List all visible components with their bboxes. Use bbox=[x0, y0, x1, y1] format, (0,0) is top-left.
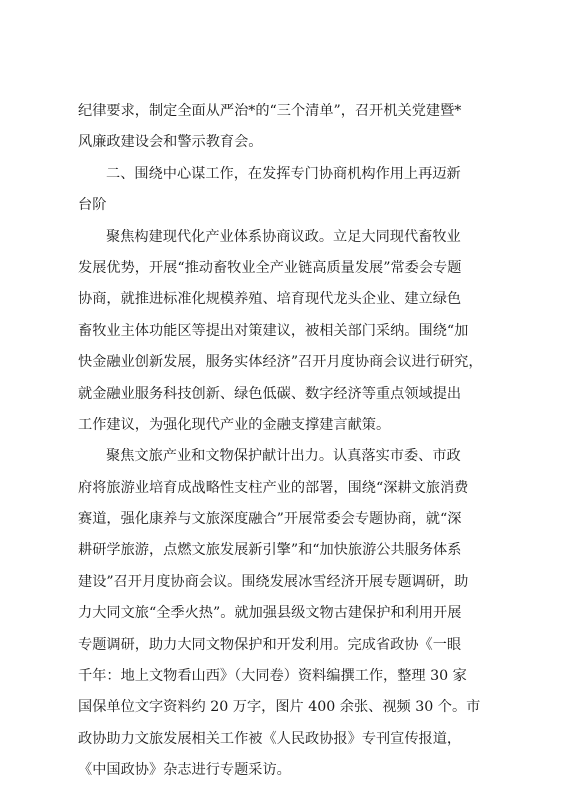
text-line: 《中国政协》杂志进行专题采访。 bbox=[78, 762, 291, 779]
text-line: 耕研学旅游，点燃文旅发展新引擎”和“加快旅游公共服务体系 bbox=[78, 542, 462, 559]
text-line: 台阶 bbox=[78, 197, 107, 214]
text-line: 就金融业服务科技创新、绿色低碳、数字经济等重点领域提出 bbox=[78, 385, 462, 402]
text-line: 专题调研，助力大同文物保护和开发利用。完成省政协《一眼 bbox=[78, 636, 462, 653]
text-line: 发展优势，开展“推动畜牧业全产业链高质量发展”常委会专题 bbox=[78, 259, 462, 276]
text-line: 风廉政建设会和警示教育会。 bbox=[78, 134, 263, 151]
document-body bbox=[78, 96, 498, 787]
text-line: 聚焦文旅产业和文物保护献计出力。认真落实市委、市政 bbox=[106, 448, 461, 465]
text-line: 国保单位文字资料约 20 万字，图片 400 余张、视频 30 个。市 bbox=[78, 699, 481, 716]
text-line: 快金融业创新发展，服务实体经济”召开月度协商会议进行研究， bbox=[78, 354, 483, 371]
text-line: 畜牧业主体功能区等提出对策建议，被相关部门采纳。围绕“加 bbox=[78, 322, 469, 339]
text-line: 府将旅游业培育成战略性支柱产业的部署，围绕“深耕文旅消费 bbox=[78, 479, 469, 496]
text-line: 赛道，强化康养与文旅深度融合”开展常委会专题协商，就“深 bbox=[78, 511, 462, 528]
text-line: 协商，就推进标准化规模养殖、培育现代龙头企业、建立绿色 bbox=[78, 291, 462, 308]
text-line: 建设”召开月度协商会议。围绕发展冰雪经济开展专题调研，助 bbox=[78, 573, 469, 590]
text-line: 工作建议，为强化现代产业的金融支撑建言献策。 bbox=[78, 416, 391, 433]
text-line: 政协助力文旅发展相关工作被《人民政协报》专刊宣传报道， bbox=[78, 730, 462, 747]
text-line: 纪律要求，制定全面从严治*的“三个清单”，召开机关党建暨* bbox=[78, 103, 462, 119]
text-line: 二、围绕中心谋工作，在发挥专门协商机构作用上再迈新 bbox=[106, 165, 461, 182]
text-line: 千年：地上文物看山西》（大同卷）资料编撰工作，整理 30 家 bbox=[78, 668, 467, 685]
text-line: 聚焦构建现代化产业体系协商议政。立足大同现代畜牧业 bbox=[106, 228, 461, 245]
text-line: 力大同文旅“全季火热”。就加强县级文物古建保护和利用开展 bbox=[78, 605, 462, 622]
